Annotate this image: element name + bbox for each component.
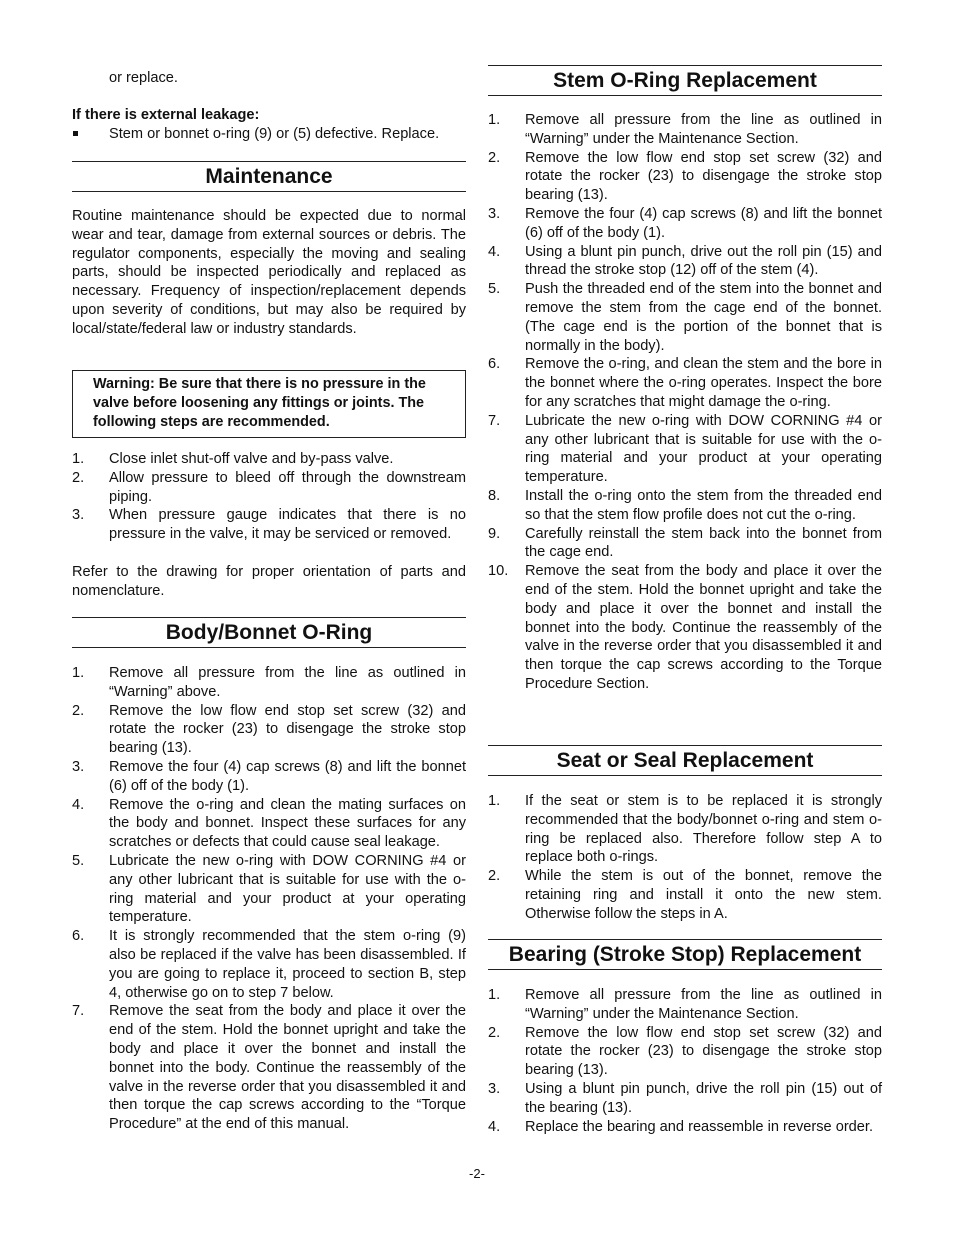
step-text: Remove the four (4) cap screws (8) and lift the bonnet (6) off of the body (1). xyxy=(525,205,882,241)
step-text: While the stem is out of the bonnet, remove the retaining ring and install it onto the new stem. Otherwise follow the steps in A. xyxy=(525,868,882,922)
bullet-square xyxy=(73,131,78,136)
step-number: 2. xyxy=(488,1024,501,1041)
step-number: 2. xyxy=(72,702,85,719)
step-text: It is strongly recommended that the stem o-ring (9) also be replaced if the valve has been disassembled. If you are going to replace it, proceed to section B, step 4, otherwise go on to step 7 below. xyxy=(109,928,466,1001)
step-text: Remove the low flow end stop set screw (32) and rotate the rocker (23) to disengage the stroke stop bearing (13). xyxy=(525,149,882,204)
list-item xyxy=(488,487,882,525)
external-leakage-item-text: Stem or bonnet o-ring (9) or (5) defective. Replace. xyxy=(109,126,440,142)
step-text: Remove all pressure from the line as outlined in “Warning” under the Maintenance Section. xyxy=(525,112,882,147)
stem-oring-heading: Stem O-Ring Replacement xyxy=(488,65,882,96)
list-item xyxy=(488,412,882,487)
step-number: 9. xyxy=(488,525,501,542)
step-number: 2. xyxy=(72,469,85,486)
step-text: Close inlet shut-off valve and by-pass valve. xyxy=(109,451,394,467)
list-item xyxy=(488,1080,882,1118)
list-item xyxy=(488,243,882,281)
warning-box: Warning: Be sure that there is no pressure in the valve before loosening any fittings or joints. The following steps are recommended. xyxy=(72,370,466,438)
list-item xyxy=(72,450,466,469)
list-item xyxy=(488,1118,882,1137)
list-item xyxy=(488,562,882,694)
step-text: Remove the seat from the body and place it over the end of the stem. Hold the bonnet upright and take the body and place it over the bonnet and install the bonnet into the body. Continue the reassembly of the valve in the reverse order that you disassembled it and then torque the cap screws according to the Torque Procedure Section. xyxy=(525,563,882,692)
list-item xyxy=(488,867,882,923)
refer-paragraph: Refer to the drawing for proper orientation of parts and nomenclature. xyxy=(72,564,466,599)
step-text: Remove the o-ring and clean the mating surfaces on the body and bonnet. Inspect these surfaces for any scratches or defects that could cause seal leakage. xyxy=(109,796,466,851)
step-text: Lubricate the new o-ring with DOW CORNING #4 or any other lubricant that is suitable for use with the o-ring material and your product at your operating temperature. xyxy=(525,412,882,486)
list-item xyxy=(488,792,882,867)
step-number: 5. xyxy=(488,281,501,298)
step-text: Remove all pressure from the line as outlined in “Warning” above. xyxy=(109,665,466,700)
continued-text: or replace. xyxy=(109,70,178,86)
list-item xyxy=(488,205,882,243)
page-number: -2- xyxy=(469,1166,485,1181)
list-item xyxy=(72,796,466,852)
step-text: Replace the bearing and reassemble in reverse order. xyxy=(525,1118,874,1135)
step-text: Push the threaded end of the stem into the bonnet and remove the stem from the cage end of the bonnet. (The cage end is the portion of the bonnet that is normally in the body). xyxy=(525,281,882,354)
list-item xyxy=(72,469,466,507)
step-text: Remove the low flow end stop set screw (32) and rotate the rocker (23) to disengage the stroke stop bearing (13). xyxy=(109,702,466,757)
step-number: 7. xyxy=(72,1003,85,1020)
step-number: 6. xyxy=(488,356,501,373)
step-number: 8. xyxy=(488,487,501,504)
step-text: When pressure gauge indicates that there is no pressure in the valve, it may be serviced or removed. xyxy=(109,507,466,543)
step-number: 1. xyxy=(488,112,501,128)
list-item xyxy=(72,927,466,1002)
maintenance-heading: Maintenance xyxy=(72,161,466,192)
step-text: Allow pressure to bleed off through the downstream piping. xyxy=(109,469,466,505)
step-number: 3. xyxy=(72,758,85,775)
list-item xyxy=(72,1002,466,1134)
step-number: 4. xyxy=(488,243,501,260)
external-leakage-item xyxy=(72,125,466,144)
step-number: 4. xyxy=(488,1118,501,1135)
maintenance-steps xyxy=(72,450,466,544)
list-item xyxy=(488,149,882,205)
list-item xyxy=(488,986,882,1024)
step-text: Remove the o-ring, and clean the stem and the bore in the bonnet where the o-ring operates. Inspect the bore for any scratches that might damage the o-ring. xyxy=(525,356,882,410)
step-number: 2. xyxy=(488,868,501,885)
step-text: Remove the low flow end stop set screw (32) and rotate the rocker (23) to disengage the stroke stop bearing (13). xyxy=(525,1024,882,1079)
step-number: 1. xyxy=(488,987,501,1003)
step-text: Remove the four (4) cap screws (8) and lift the bonnet (6) off of the body (1). xyxy=(109,758,466,794)
body-bonnet-heading: Body/Bonnet O-Ring xyxy=(72,617,466,648)
step-number: 6. xyxy=(72,928,85,945)
step-text: If the seat or stem is to be replaced it is strongly recommended that the body/bonnet o-ring and stem o-ring be replaced also. Therefore follow step A to replace both o-rings. xyxy=(525,793,882,866)
list-item xyxy=(488,355,882,411)
step-number: 10. xyxy=(488,563,509,580)
list-item xyxy=(72,702,466,758)
step-text: Install the o-ring onto the stem from the threaded end so that the stem flow profile does not cut the o-ring. xyxy=(525,487,882,523)
seat-seal-heading: Seat or Seal Replacement xyxy=(488,745,882,776)
step-text: Lubricate the new o-ring with DOW CORNING #4 or any other lubricant that is suitable for use with the o-ring material and your product at your operating temperature. xyxy=(109,852,466,926)
list-item xyxy=(488,525,882,563)
list-item xyxy=(72,506,466,544)
step-number: 3. xyxy=(488,205,501,222)
step-number: 1. xyxy=(488,793,501,809)
step-text: Using a blunt pin punch, drive out the roll pin (15) and thread the stroke stop (12) off of the stem (4). xyxy=(525,243,882,279)
body-bonnet-steps xyxy=(72,664,466,1134)
step-number: 3. xyxy=(488,1080,501,1097)
list-item xyxy=(72,664,466,702)
step-number: 7. xyxy=(488,412,501,429)
seat-seal-steps xyxy=(488,792,882,924)
step-text: Remove the seat from the body and place it over the end of the stem. Hold the bonnet upright and take the body and place it over the bonnet and install the bonnet into the body. Continue the reassembly of the valve in the reverse order that you disassembled it and then torque the cap screws according to the “Torque Procedure” at the end of this manual. xyxy=(109,1003,466,1133)
list-item xyxy=(488,1024,882,1080)
list-item xyxy=(72,852,466,927)
step-number: 3. xyxy=(72,507,85,524)
step-number: 4. xyxy=(72,796,85,813)
external-leakage-heading: If there is external leakage: xyxy=(72,107,260,123)
step-text: Using a blunt pin punch, drive the roll pin (15) out of the bearing (13). xyxy=(525,1080,882,1116)
stem-oring-steps xyxy=(488,111,882,694)
step-number: 1. xyxy=(72,665,85,681)
step-text: Carefully reinstall the stem back into the bonnet from the cage end. xyxy=(525,525,882,561)
bearing-steps xyxy=(488,986,882,1136)
bearing-heading: Bearing (Stroke Stop) Replacement xyxy=(488,939,882,970)
step-text: Remove all pressure from the line as outlined in “Warning” under the Maintenance Section. xyxy=(525,987,882,1022)
step-number: 1. xyxy=(72,451,85,467)
step-number: 2. xyxy=(488,149,501,166)
list-item xyxy=(488,280,882,355)
maintenance-paragraph: Routine maintenance should be expected due to normal wear and tear, damage from external sources or debris. The regulator components, especially the moving and sealing parts, should be inspected periodically and replaced as necessary. Frequency of inspection/replacement depends upon severity of conditions, but may also be required by local/state/federal law or industry standards. xyxy=(72,208,466,337)
list-item xyxy=(72,758,466,796)
step-number: 5. xyxy=(72,852,85,869)
list-item xyxy=(488,111,882,149)
